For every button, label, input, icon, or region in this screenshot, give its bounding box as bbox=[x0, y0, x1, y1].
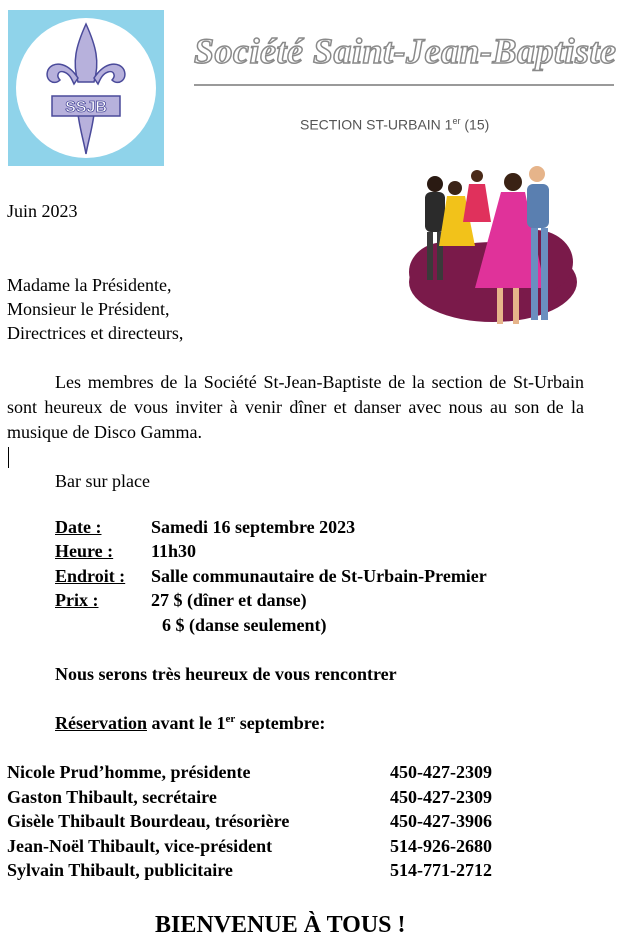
contact-name: Nicole Prud’homme, présidente bbox=[7, 762, 251, 782]
contact-phone: 514-771-2712 bbox=[390, 860, 492, 880]
logo bbox=[8, 10, 164, 166]
price-label: Prix : bbox=[55, 590, 99, 610]
price-value-2: 6 $ (danse seulement) bbox=[162, 615, 327, 635]
contact-name: Gisèle Thibault Bourdeau, trésorière bbox=[7, 811, 290, 831]
closing-happy: Nous serons très heureux de vous rencontrer bbox=[55, 664, 397, 684]
contact-name: Sylvain Thibault, publicitaire bbox=[7, 860, 233, 880]
place-label: Endroit : bbox=[55, 566, 126, 586]
title-rule bbox=[194, 84, 614, 86]
logo-text: SSJB bbox=[65, 99, 107, 116]
date-value: Samedi 16 septembre 2023 bbox=[151, 517, 356, 537]
contact-name: Gaston Thibault, secrétaire bbox=[7, 787, 217, 807]
salutation-1: Madame la Présidente, bbox=[7, 275, 172, 295]
dancers-illustration bbox=[405, 162, 580, 334]
bar-note: Bar sur place bbox=[55, 471, 150, 491]
contact-name: Jean-Noël Thibault, vice-président bbox=[7, 836, 273, 856]
place-value: Salle communautaire de St-Urbain-Premier bbox=[151, 566, 487, 586]
fleur-de-lis-icon bbox=[8, 10, 164, 166]
contact-phone: 514-926-2680 bbox=[390, 836, 492, 856]
invitation-paragraph: Les membres de la Société St-Jean-Baptiste de la section de St-Urbain sont heureux de vous inviter à venir dîner et danser avec nous au son de la musique de Disco Gamma. bbox=[7, 372, 584, 442]
salutation-3: Directrices et directeurs, bbox=[7, 323, 184, 343]
letter-date: Juin 2023 bbox=[7, 201, 78, 221]
salutation-2: Monsieur le Président, bbox=[7, 299, 170, 319]
contact-phone: 450-427-2309 bbox=[390, 787, 492, 807]
org-name: Société Saint-Jean-Baptiste bbox=[194, 31, 617, 71]
time-label: Heure : bbox=[55, 541, 114, 561]
time-value: 11h30 bbox=[151, 541, 197, 561]
contact-phone: 450-427-2309 bbox=[390, 762, 492, 782]
reservation-line: Réservation avant le 1er septembre: bbox=[55, 713, 326, 733]
price-value-1: 27 $ (dîner et danse) bbox=[151, 590, 307, 610]
welcome-banner: BIENVENUE À TOUS ! bbox=[155, 912, 406, 938]
date-label: Date : bbox=[55, 517, 102, 537]
text-cursor bbox=[8, 447, 9, 468]
section-label: SECTION ST-URBAIN 1er (15) bbox=[300, 116, 490, 133]
contact-phone: 450-427-3906 bbox=[390, 811, 492, 831]
